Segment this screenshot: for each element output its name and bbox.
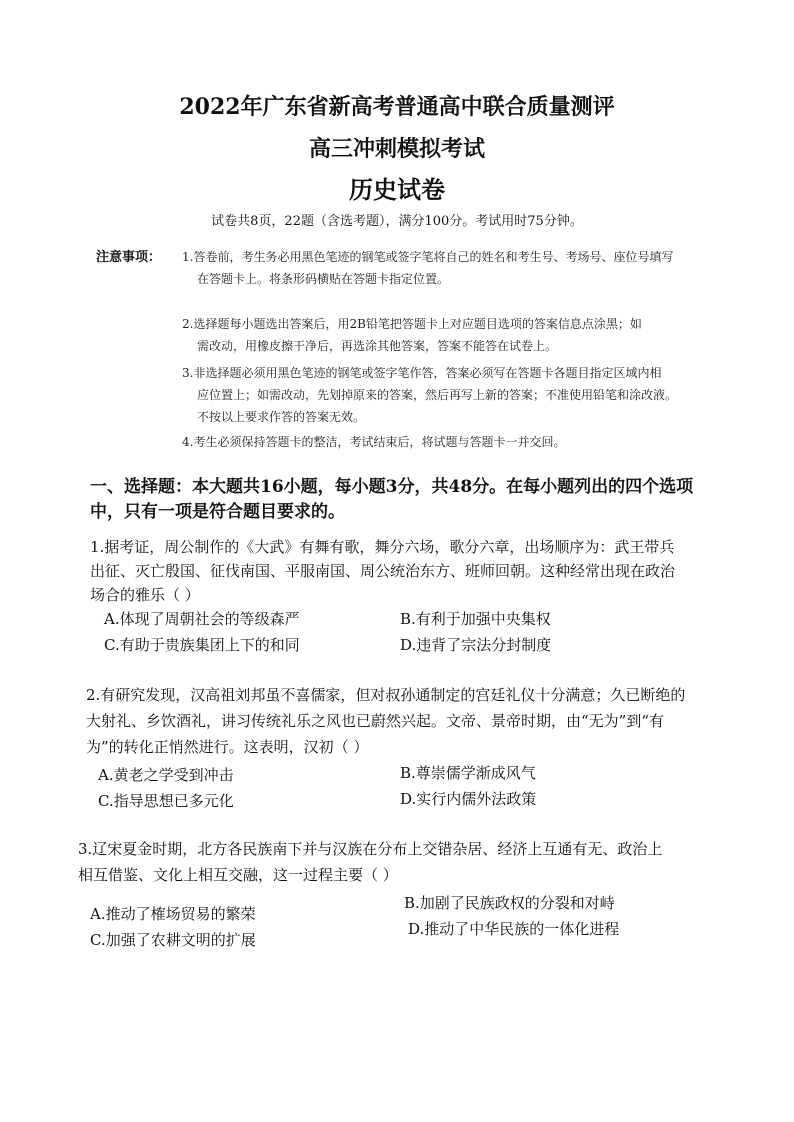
question-2-stem: 2.有研究发现，汉高祖刘邦虽不喜儒家，但对叔孙通制定的宫廷礼仪十分满意；久已断绝的	[86, 686, 686, 704]
question-1-option-b: B.有利于加强中央集权	[400, 610, 551, 628]
notice-line: 不按以上要求作答的答案无效。	[197, 410, 366, 424]
question-2-stem: 为”的转化正悄然进行。这表明，汉初（ ）	[86, 738, 369, 756]
question-2-option-c: C.指导思想已多元化	[98, 792, 234, 810]
exam-subtitle: 高三冲刺模拟考试	[308, 136, 485, 162]
question-1-stem: 场合的雅乐（ ）	[90, 586, 200, 604]
question-1-stem: 1.据考证，周公制作的《大武》有舞有歌，舞分六场，歌分六章，出场顺序为：武王带兵	[90, 538, 675, 556]
section-heading-cont: 中，只有一项是符合题目要求的。	[90, 502, 345, 522]
notice-line: 需改动，用橡皮擦干净后，再选涂其他答案，答案不能答在试卷上。	[197, 339, 558, 353]
notice-line: 4.考生必须保持答题卡的整洁，考试结束后，将试题与答题卡一并交回。	[182, 435, 566, 449]
question-1-option-c: C.有助于贵族集团上下的和同	[104, 636, 300, 654]
exam-info: 试卷共8页，22题（含选考题），满分100分。考试用时75分钟。	[211, 214, 583, 229]
notice-line: 1.答卷前，考生务必用黑色笔迹的钢笔或签字笔将自己的姓名和考生号、考场号、座位号填写	[182, 250, 674, 264]
notice-line: 2.选择题每小题选出答案后，用2B铅笔把答题卡上对应题目选项的答案信息点涂黑；如	[182, 317, 642, 331]
question-3-option-b: B.加剧了民族政权的分裂和对峙	[404, 894, 615, 912]
notice-line: 在答题卡上。将条形码横贴在答题卡指定位置。	[197, 272, 450, 286]
question-1-option-a: A.体现了周朝社会的等级森严	[104, 610, 300, 628]
question-3-stem: 相互借鉴、文化上相互交融，这一过程主要（ ）	[78, 866, 398, 884]
notice-line: 3.非选择题必须用黑色笔迹的钢笔或签字笔作答，答案必须写在答题卡各题目指定区域内相	[182, 366, 662, 380]
question-2-option-d: D.实行内儒外法政策	[400, 790, 537, 808]
question-3-stem: 3.辽宋夏金时期，北方各民族南下并与汉族在分布上交错杂居、经济上互通有无、政治上	[78, 840, 663, 858]
section-heading: 一、选择题：本大题共16小题，每小题3分，共48分。在每小题列出的四个选项	[90, 477, 694, 497]
question-2-stem: 大射礼、乡饮酒礼，讲习传统礼乐之风也已蔚然兴起。文帝、景帝时期，由“无为”到“有	[86, 712, 665, 730]
question-3-option-d: D.推动了中华民族的一体化进程	[408, 920, 620, 938]
question-2-option-b: B.尊崇儒学渐成风气	[400, 764, 536, 782]
question-3-option-c: C.加强了农耕文明的扩展	[90, 931, 256, 949]
question-1-option-d: D.违背了宗法分封制度	[400, 636, 552, 654]
question-2-option-a: A.黄老之学受到冲击	[98, 766, 234, 784]
notice-line: 应位置上；如需改动，先划掉原来的答案，然后再写上新的答案；不准使用铅笔和涂改液。	[197, 388, 678, 402]
question-1-stem: 出征、灭亡殷国、征伐南国、平服南国、周公统治东方、班师回朝。这种经常出现在政治	[90, 562, 676, 580]
question-3-option-a: A.推动了榷场贸易的繁荣	[90, 905, 256, 923]
subject-title: 历史试卷	[349, 175, 445, 204]
exam-title: 2022年广东省新高考普通高中联合质量测评	[179, 94, 615, 120]
notice-label: 注意事项：	[96, 250, 162, 265]
